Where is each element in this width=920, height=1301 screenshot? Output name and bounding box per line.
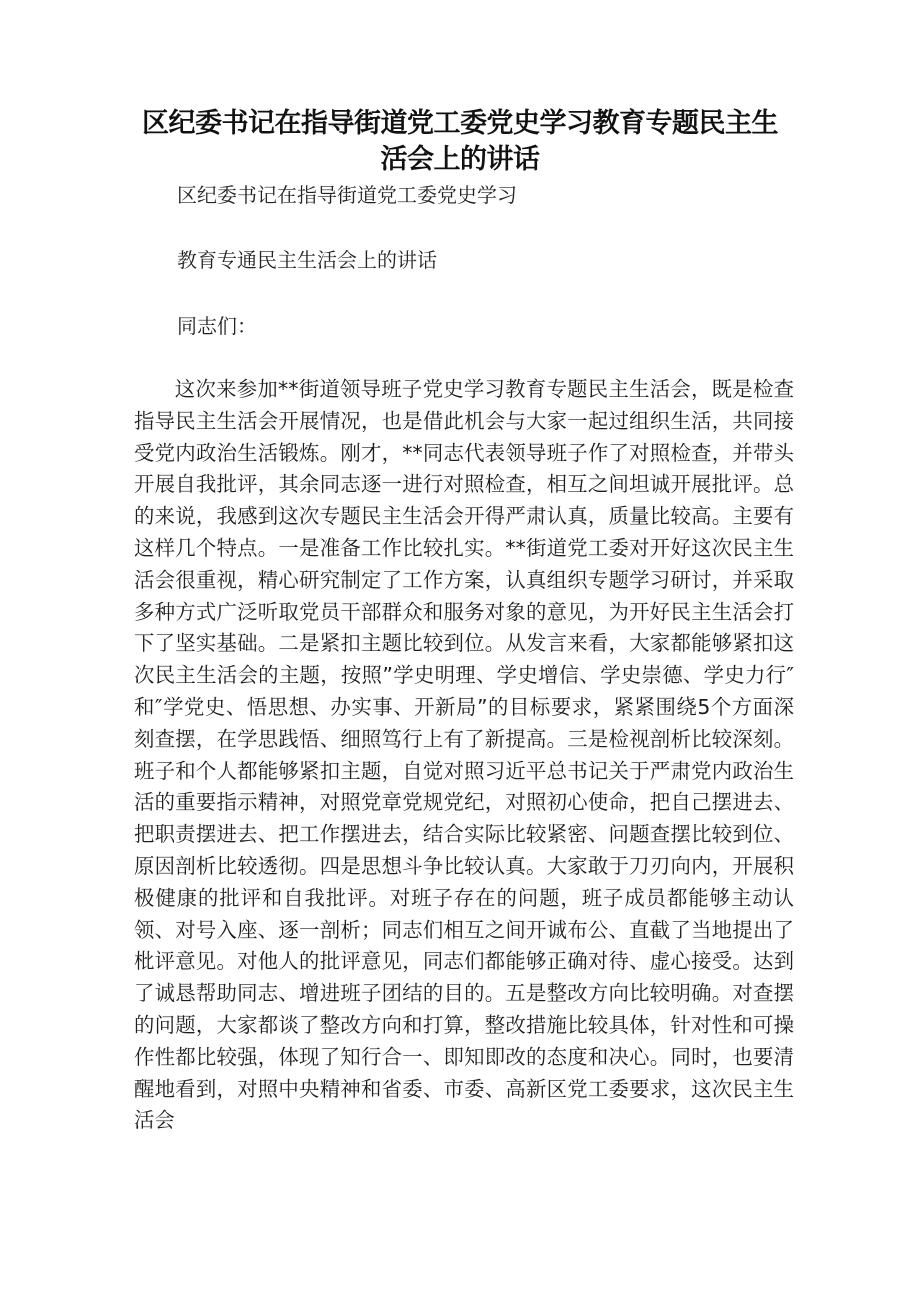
document-title: 区纪委书记在指导街道党工委党史学习教育专题民主生活会上的讲话 [142,108,778,175]
subtitle-line-2: 教育专通民主生活会上的讲话 [177,248,437,272]
salutation: 同志们： [177,314,257,338]
subtitle-line-1: 区纪委书记在指导街道党工委党史学习 [177,183,517,207]
body-paragraph: 这次来参加**街道领导班子党史学习教育专题民主生活会，既是检查指导民主生活会开展情况，也是借此机会与大家一起过组织生活，共同接受党内政治生活锻炼。刚才，**同志代表领导班子作了对照检查，并带头开展自我批评，其余同志逐一进行对照检查，相互之间坦诚开展批评。总的来说，我感到这次专题民主生活会开得严肃认真，质量比较高。主要有这样几个特点。一是准备工作比较扎实。**街道党工委对开好这次民主生活会很重视，精心研究制定了工作方案，认真组织专题学习研讨，并采取多种方式广泛听取党员干部群众和服务对象的意见，为开好民主生活会打下了坚实基础。二是紧扣主题比较到位。从发言来看，大家都能够紧扣这次民主生活会的主题，按照”学史明理、学史增信、学史崇德、学史力行″和″学党史、悟思想、办实事、开新局”的目标要求，紧紧围绕5个方面深刻查摆，在学思践悟、细照笃行上有了新提高。三是检视剖析比较深刻。班子和个人都能够紧扣主题，自觉对照习近平总书记关于严肃党内政治生活的重要指示精神，对照党章党规党纪，对照初心使命，把自己摆进去、把职责摆进去、把工作摆进去，结合实际比较紧密、问题查摆比较到位、原因剖析比较透彻。四是思想斗争比较认真。大家敢于刀刃向内，开展积极健康的批评和自我批评。对班子存在的问题，班子成员都能够主动认领、对号入座、逐一剖析；同志们相互之间开诚布公、直截了当地提出了枇评意见。对他人的批评意见，同志们都能够正确对待、虚心接受。达到了诚恳帮助同志、增进班子团结的目的。五是整改方向比较明确。对查摆的问题，大家都谈了整改方向和打算，整改措施比较具体，针对性和可操作性都比较强，体现了知行合一、即知即改的态度和决心。同时，也要清醒地看到，对照中央精神和省委、市委、高新区党工委要求，这次民主生活会 [134,377,794,1133]
